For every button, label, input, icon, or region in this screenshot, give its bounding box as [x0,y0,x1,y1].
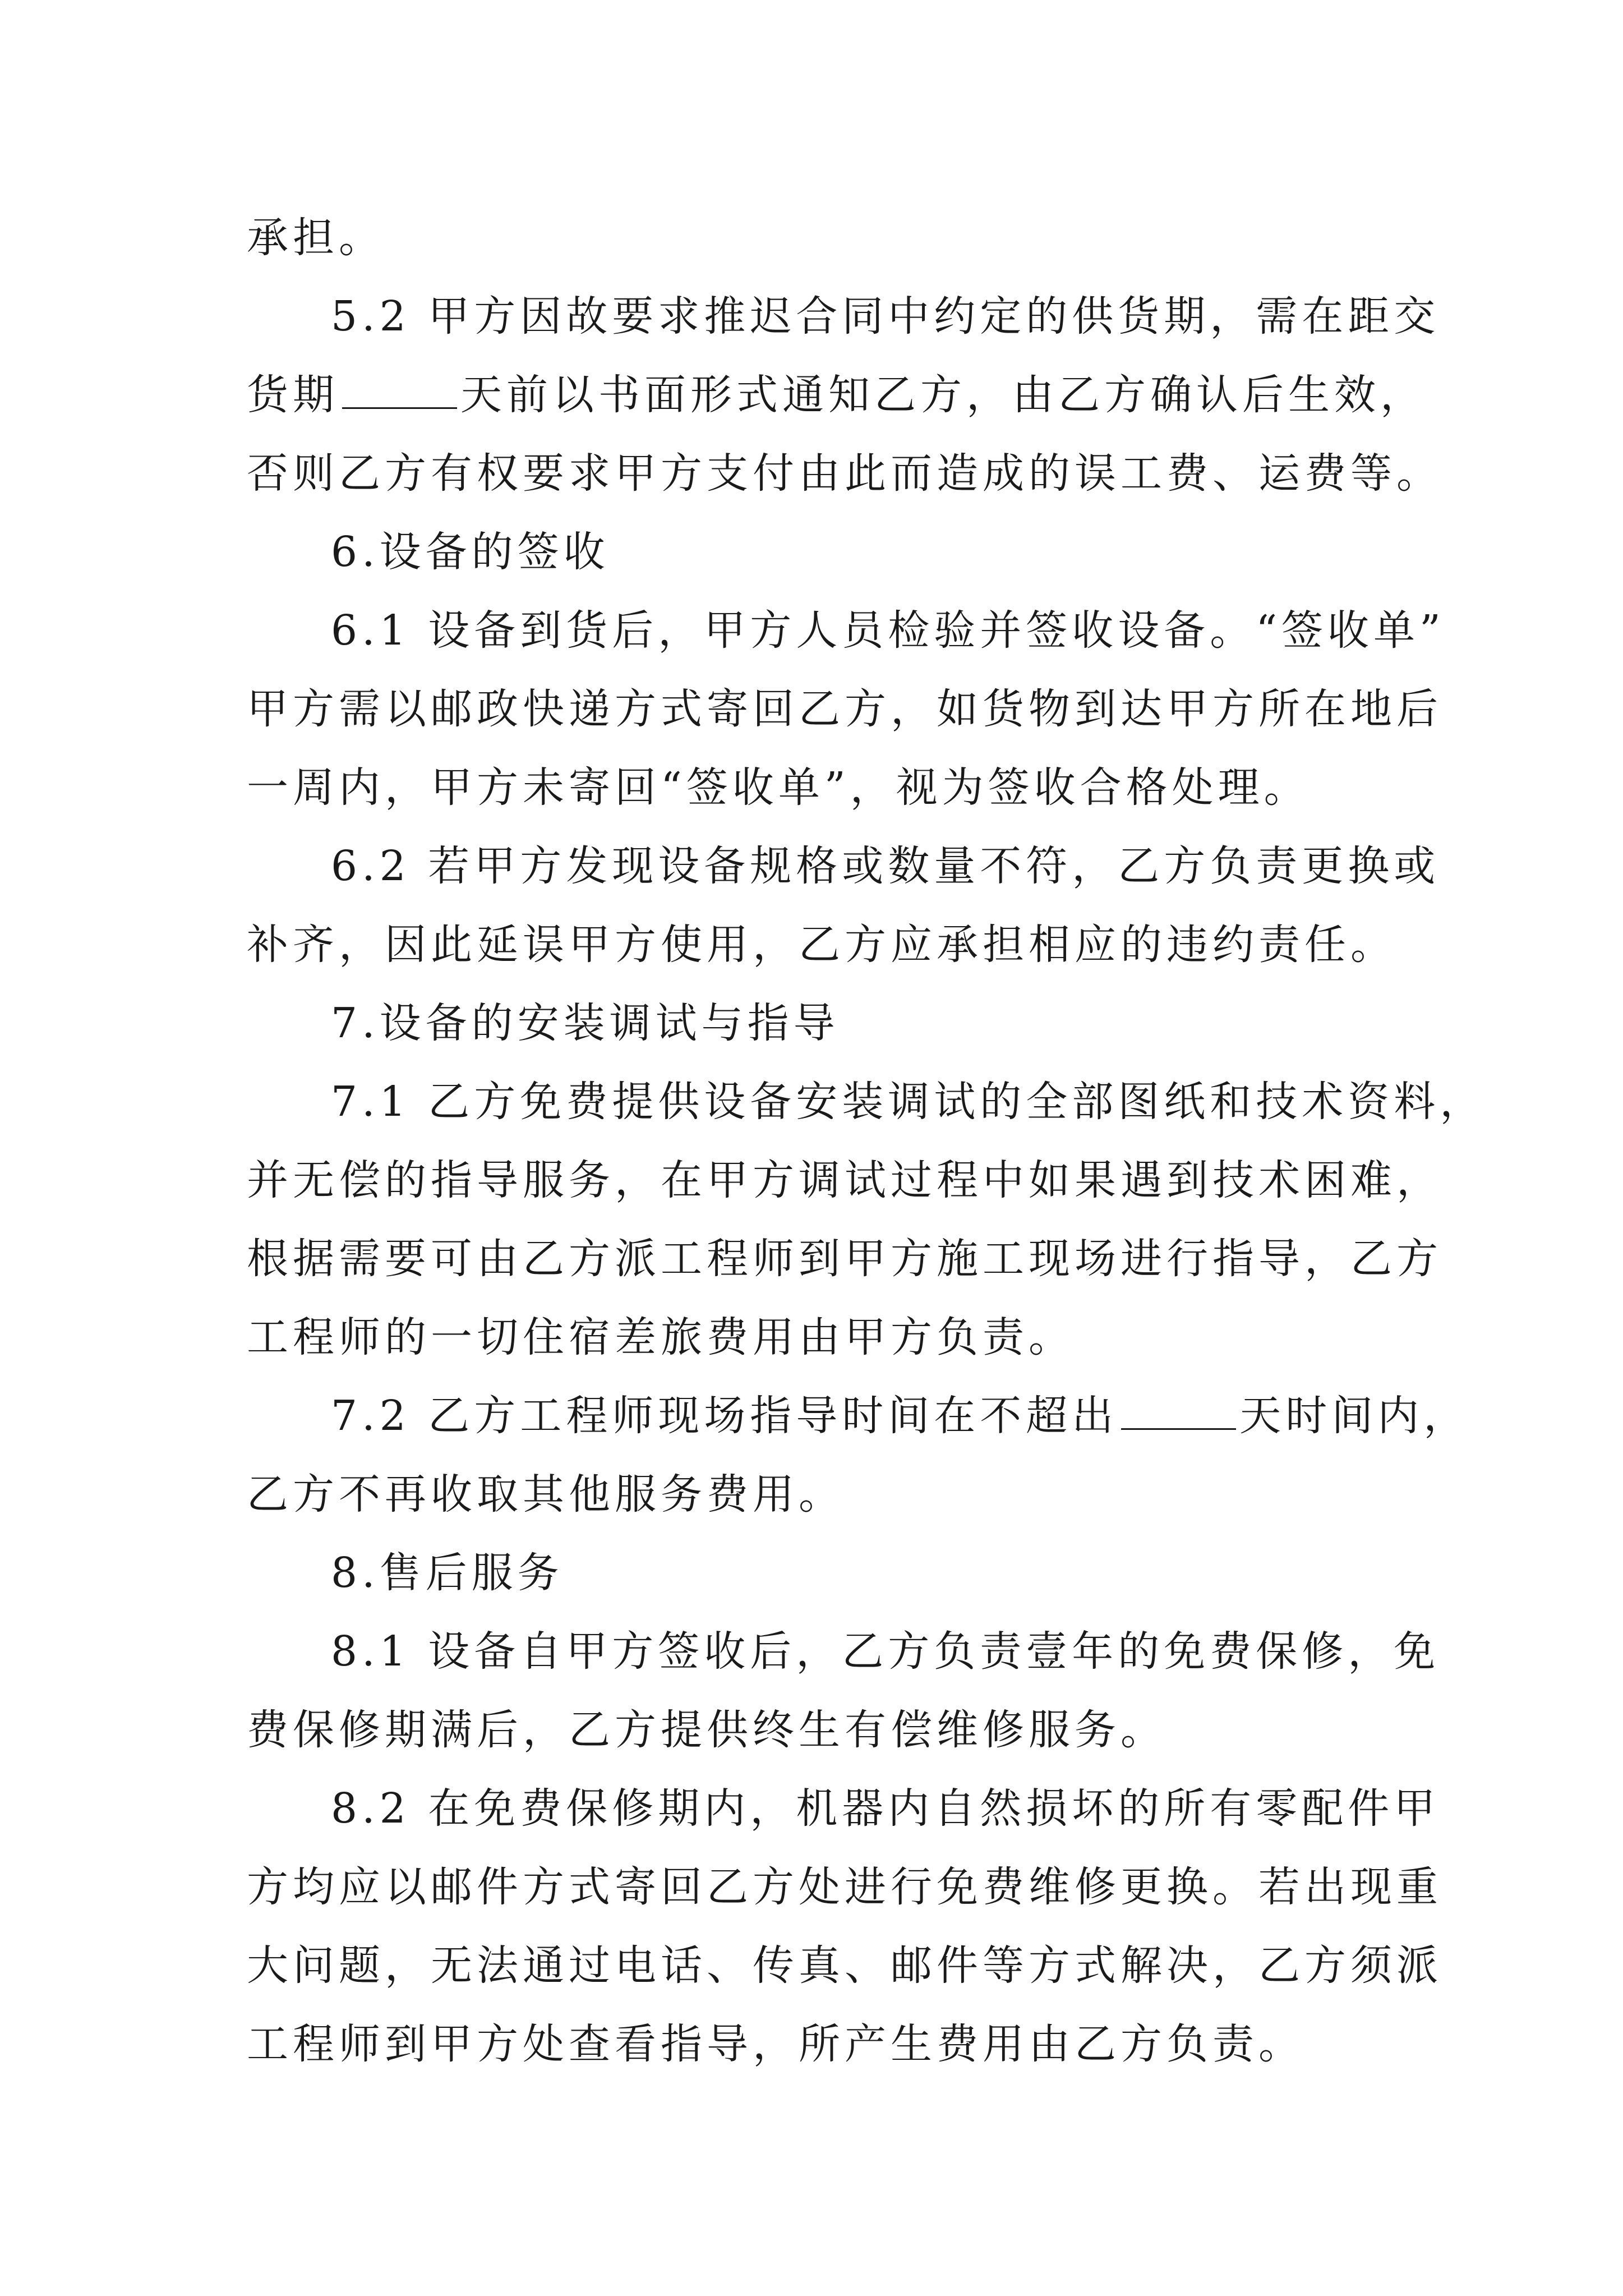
text-line: 补齐，因此延误甲方使用，乙方应承担相应的违约责任。 [247,921,1396,969]
text-fragment: 7.2 乙方工程师现场指导时间在不超出 [331,1392,1118,1440]
text-line: 一周内，甲方未寄回“签收单”，视为签收合格处理。 [247,763,1310,812]
text-fragment: 货期 [247,371,339,419]
clause-8-2: 8.2 在免费保修期内，机器内自然损坏的所有零配件甲 [331,1784,1440,1833]
text-line [247,369,1426,421]
clause-5-2: 5.2 甲方因故要求推迟合同中约定的供货期，需在距交 [331,292,1440,341]
section-8-heading: 8.售后服务 [331,1549,564,1597]
text-line: 根据需要可由乙方派工程师到甲方施工现场进行指导，乙方 [247,1235,1442,1283]
text-line: 费保修期满后，乙方提供终生有偿维修服务。 [247,1706,1166,1754]
text-line: 甲方需以邮政快递方式寄回乙方，如货物到达甲方所在地后 [247,685,1442,733]
text-line: 方均应以邮件方式寄回乙方处进行免费维修更换。若出现重 [247,1863,1442,1911]
section-7-heading: 7.设备的安装调试与指导 [331,999,840,1047]
text-line: 工程师到甲方处查看指导，所产生费用由乙方负责。 [247,2020,1304,2068]
text-fragment: 天时间内， [1239,1392,1470,1440]
clause-6-2: 6.2 若甲方发现设备规格或数量不符，乙方负责更换或 [331,842,1440,890]
blank-days-field [342,372,457,409]
clause-8-1: 8.1 设备自甲方签收后，乙方负责壹年的免费保修，免 [331,1627,1440,1676]
text-line: 并无偿的指导服务，在甲方调试过程中如果遇到技术困难， [247,1156,1442,1204]
clause-7-1: 7.1 乙方免费提供设备安装调试的全部图纸和技术资料， [331,1078,1486,1126]
text-line: 大问题，无法通过电话、传真、邮件等方式解决，乙方须派 [247,1941,1442,1990]
text-line: 承担。 [247,214,385,262]
text-fragment: 天前以书面形式通知乙方，由乙方确认后生效， [460,371,1426,419]
section-6-heading: 6.设备的签收 [331,528,610,576]
text-line: 乙方不再收取其他服务费用。 [247,1470,845,1519]
text-line: 工程师的一切住宿差旅费用由甲方负责。 [247,1313,1075,1361]
text-line: 否则乙方有权要求甲方支付由此而造成的误工费、运费等。 [247,449,1442,498]
blank-days-field [1121,1393,1236,1430]
clause-6-1: 6.1 设备到货后，甲方人员检验并签收设备。“签收单” [331,606,1445,655]
clause-7-2 [331,1390,1469,1442]
